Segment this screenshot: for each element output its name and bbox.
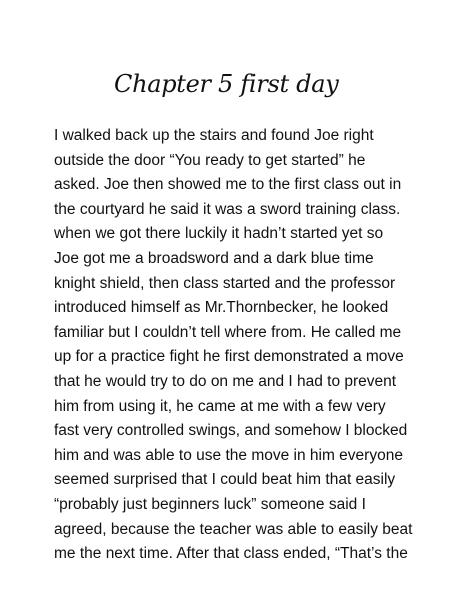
text-line-14: him and was able to use the move in him everyone [54,446,403,464]
chapter-title: Chapter 5 first day [114,70,339,98]
text-line-5: when we got there luckily it hadn’t started yet so [54,225,384,243]
text-line-7: knight shield, then class started and the professor [54,274,396,292]
text-line-10: up for a practice fight he first demonstrated a move [54,348,404,366]
text-line-9: familiar but I couldn’t tell where from. He called me [54,323,402,341]
text-line-11: that he would try to do on me and I had to prevent [54,372,397,390]
text-line-1: I walked back up the stairs and found Joe right [54,127,374,144]
body-text [54,124,426,567]
text-line-4: the courtyard he said it was a sword training class. [54,200,401,218]
text-line-6: Joe got me a broadsword and a dark blue time [54,249,374,267]
text-line-12: him from using it, he came at me with a few very [54,397,386,415]
text-line-8: introduced himself as Mr.Thornbecker, he looked [54,299,389,317]
text-line-18: me the next time. After that class ended, “That’s the [54,545,408,563]
text-line-3: asked. Joe then showed me to the first class out in [54,176,402,194]
text-line-13: fast very controlled swings, and somehow I blocked [54,422,408,440]
text-line-16: “probably just beginners luck” someone said I [54,495,366,513]
text-line-2: outside the door “You ready to get started” he [54,151,366,169]
text-line-17: agreed, because the teacher was able to easily beat [54,520,413,538]
text-line-15: seemed surprised that I could beat him that easily [54,471,396,489]
